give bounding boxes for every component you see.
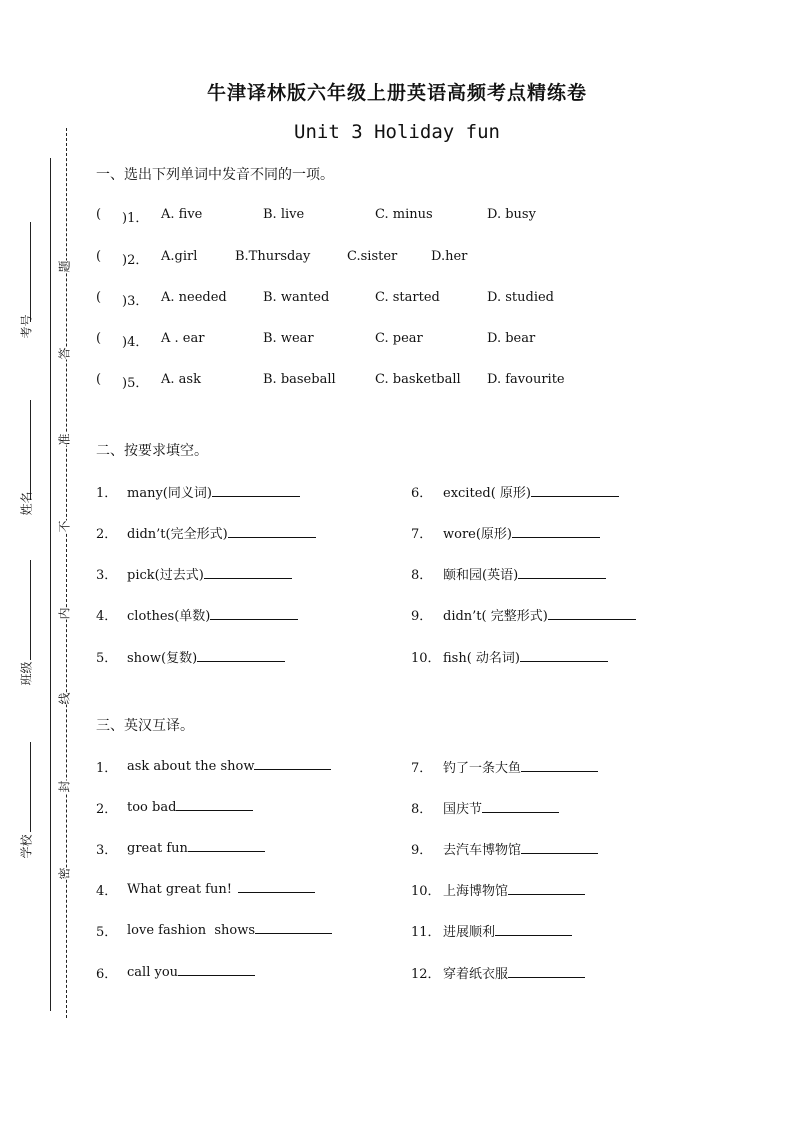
answer-blank[interactable] bbox=[548, 607, 636, 620]
answer-blank[interactable] bbox=[228, 525, 316, 538]
seal-char: 内 bbox=[57, 607, 72, 620]
answer-blank[interactable] bbox=[531, 484, 619, 497]
school-line bbox=[30, 742, 31, 832]
name-label: 姓名 bbox=[19, 491, 34, 516]
section2-heading: 二、按要求填空。 bbox=[96, 443, 208, 459]
answer-blank[interactable] bbox=[520, 649, 608, 662]
seal-char: 准 bbox=[57, 433, 72, 446]
answer-blank[interactable] bbox=[521, 759, 598, 772]
seal-char: 封 bbox=[57, 780, 72, 793]
exam-number-label: 考号 bbox=[19, 314, 34, 339]
answer-blank[interactable] bbox=[508, 882, 585, 895]
seal-char: 密 bbox=[57, 867, 72, 880]
class-line bbox=[30, 560, 31, 660]
name-line bbox=[30, 400, 31, 500]
answer-blank[interactable] bbox=[210, 607, 298, 620]
answer-blank[interactable] bbox=[255, 921, 332, 934]
answer-blank[interactable] bbox=[521, 841, 598, 854]
answer-blank[interactable] bbox=[508, 965, 585, 978]
answer-blank[interactable] bbox=[238, 880, 315, 893]
page-title: 牛津译林版六年级上册英语高频考点精练卷 bbox=[206, 82, 587, 104]
answer-blank[interactable] bbox=[176, 798, 253, 811]
section1-heading: 一、选出下列单词中发音不同的一项。 bbox=[96, 167, 334, 183]
answer-blank[interactable] bbox=[495, 923, 572, 936]
answer-blank[interactable] bbox=[197, 649, 285, 662]
binding-solid-line bbox=[50, 158, 51, 1011]
answer-blank[interactable] bbox=[188, 839, 265, 852]
exam-number-line bbox=[30, 222, 31, 322]
answer-blank[interactable] bbox=[204, 566, 292, 579]
school-label: 学校 bbox=[19, 834, 34, 859]
answer-blank[interactable] bbox=[254, 757, 331, 770]
seal-char: 答 bbox=[57, 347, 72, 360]
seal-char: 线 bbox=[57, 692, 72, 705]
class-label: 班级 bbox=[19, 661, 34, 686]
answer-blank[interactable] bbox=[178, 963, 255, 976]
answer-blank[interactable] bbox=[212, 484, 300, 497]
answer-blank[interactable] bbox=[482, 800, 559, 813]
page-subtitle: Unit 3 Holiday fun bbox=[294, 121, 500, 143]
section3-heading: 三、英汉互译。 bbox=[96, 718, 194, 734]
seal-char: 不 bbox=[57, 520, 72, 533]
answer-blank[interactable] bbox=[518, 566, 606, 579]
seal-char: 题 bbox=[57, 260, 72, 273]
answer-blank[interactable] bbox=[512, 525, 600, 538]
